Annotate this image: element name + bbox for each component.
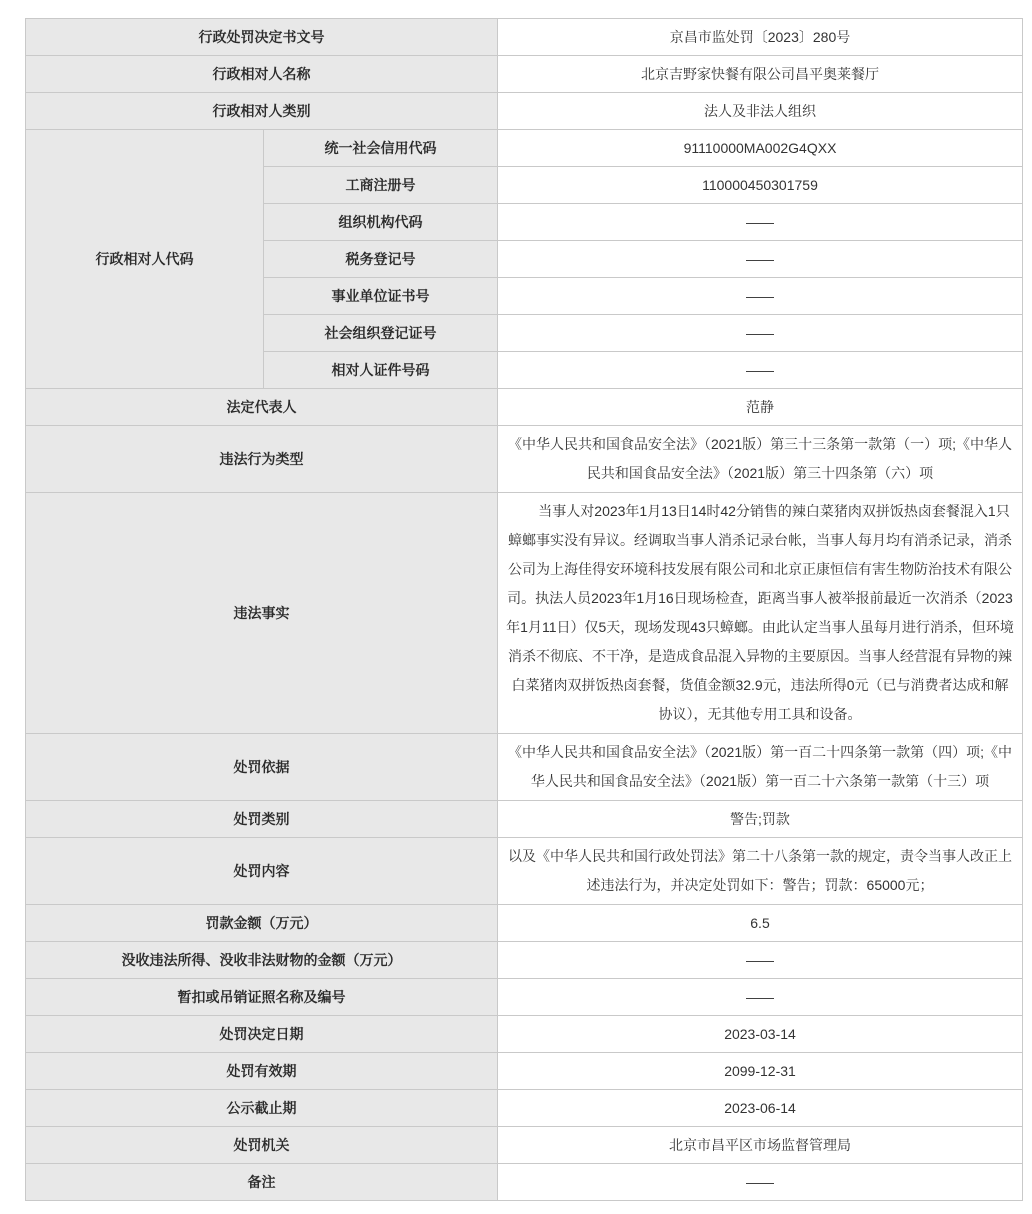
party-id-no-label: 相对人证件号码 [264,352,498,389]
license-revocation-value: —— [498,979,1023,1016]
fine-amount-label: 罚款金额（万元） [26,905,498,942]
org-code-label: 组织机构代码 [264,204,498,241]
publicity-end-date-value: 2023-06-14 [498,1090,1023,1127]
confiscation-amount-row [26,942,1023,979]
social-org-reg-value: —— [498,315,1023,352]
penalty-basis-value: 《中华人民共和国食品安全法》（2021版）第一百二十四条第一款第（四）项;《中华人民共和国食品安全法》（2021版）第一百二十六条第一款第（十三）项 [498,734,1023,801]
party-type-label: 行政相对人类别 [26,93,498,130]
party-id-no-value: —— [498,352,1023,389]
penalty-category-row [26,801,1023,838]
violation-facts-row [26,493,1023,734]
uscc-value: 91110000MA002G4QXX [498,130,1023,167]
party-type-value: 法人及非法人组织 [498,93,1023,130]
violation-type-row [26,426,1023,493]
license-revocation-label: 暂扣或吊销证照名称及编号 [26,979,498,1016]
party-name-label: 行政相对人名称 [26,56,498,93]
publicity-end-date-label: 公示截止期 [26,1090,498,1127]
party-name-value: 北京吉野家快餐有限公司昌平奥莱餐厅 [498,56,1023,93]
validity-date-label: 处罚有效期 [26,1053,498,1090]
validity-date-row [26,1053,1023,1090]
validity-date-value: 2099-12-31 [498,1053,1023,1090]
uscc-row [26,130,1023,167]
decision-date-value: 2023-03-14 [498,1016,1023,1053]
penalty-table [25,18,1023,1201]
legal-rep-label: 法定代表人 [26,389,498,426]
penalty-content-row [26,838,1023,905]
social-org-reg-label: 社会组织登记证号 [264,315,498,352]
public-institution-cert-value: —— [498,278,1023,315]
business-reg-no-label: 工商注册号 [264,167,498,204]
legal-rep-row [26,389,1023,426]
penalty-category-label: 处罚类别 [26,801,498,838]
doc-number-value: 京昌市监处罚〔2023〕280号 [498,19,1023,56]
tax-reg-no-value: —— [498,241,1023,278]
tax-reg-no-label: 税务登记号 [264,241,498,278]
license-revocation-row [26,979,1023,1016]
party-code-group-label: 行政相对人代码 [26,130,264,389]
org-code-value: —— [498,204,1023,241]
fine-amount-value: 6.5 [498,905,1023,942]
public-institution-cert-label: 事业单位证书号 [264,278,498,315]
penalty-authority-label: 处罚机关 [26,1127,498,1164]
doc-number-row [26,19,1023,56]
confiscation-amount-value: —— [498,942,1023,979]
remarks-label: 备注 [26,1164,498,1201]
confiscation-amount-label: 没收违法所得、没收非法财物的金额（万元） [26,942,498,979]
legal-rep-value: 范静 [498,389,1023,426]
uscc-label: 统一社会信用代码 [264,130,498,167]
penalty-category-value: 警告;罚款 [498,801,1023,838]
business-reg-no-value: 110000450301759 [498,167,1023,204]
remarks-value: —— [498,1164,1023,1201]
penalty-authority-row [26,1127,1023,1164]
party-name-row [26,56,1023,93]
penalty-content-value: 以及《中华人民共和国行政处罚法》第二十八条第一款的规定，责令当事人改正上述违法行为，并决定处罚如下：警告；罚款：65000元； [498,838,1023,905]
fine-amount-row [26,905,1023,942]
violation-facts-label: 违法事实 [26,493,498,734]
penalty-content-label: 处罚内容 [26,838,498,905]
violation-facts-value: 当事人对2023年1月13日14时42分销售的辣白菜猪肉双拼饭热卤套餐混入1只蟑螂事实没有异议。经调取当事人消杀记录台帐，当事人每月均有消杀记录，消杀公司为上海佳得安环境科技发展有限公司和北京正康恒信有害生物防治技术有限公司。执法人员2023年1月16日现场检查，距离当事人被举报前最近一次消杀（2023年1月11日）仅5天，现场发现43只蟑螂。由此认定当事人虽每月进行消杀，但环境消杀不彻底、不干净，是造成食品混入异物的主要原因。当事人经营混有异物的辣白菜猪肉双拼饭热卤套餐，货值金额32.9元，违法所得0元（已与消费者达成和解协议），无其他专用工具和设备。 [498,493,1023,734]
publicity-end-date-row [26,1090,1023,1127]
party-type-row [26,93,1023,130]
decision-date-label: 处罚决定日期 [26,1016,498,1053]
doc-number-label: 行政处罚决定书文号 [26,19,498,56]
violation-type-value: 《中华人民共和国食品安全法》（2021版）第三十三条第一款第（一）项;《中华人民共和国食品安全法》（2021版）第三十四条第（六）项 [498,426,1023,493]
penalty-basis-row [26,734,1023,801]
penalty-authority-value: 北京市昌平区市场监督管理局 [498,1127,1023,1164]
penalty-basis-label: 处罚依据 [26,734,498,801]
decision-date-row [26,1016,1023,1053]
violation-type-label: 违法行为类型 [26,426,498,493]
